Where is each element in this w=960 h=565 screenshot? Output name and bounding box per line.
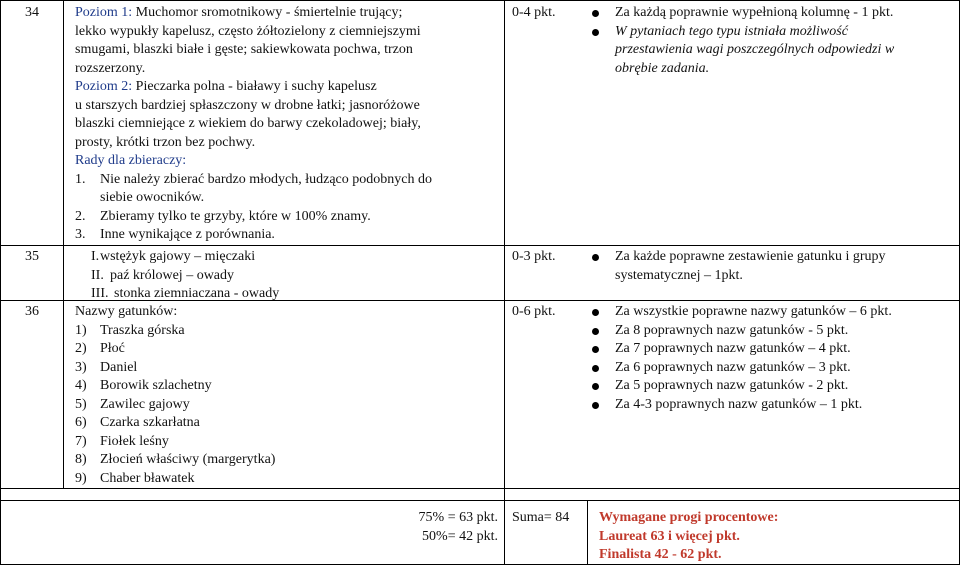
species-item: 4) Borowik szlachetny bbox=[75, 378, 212, 393]
laureat-line: Laureat 63 i więcej pkt. bbox=[599, 528, 740, 544]
level1-first-line: Poziom 1: Muchomor sromotnikowy - śmiertelnie trujący; bbox=[75, 5, 403, 20]
level2-first-line: Poziom 2: Pieczarka polna - białawy i suchy kapelusz bbox=[75, 79, 377, 94]
tip-item: 3. Inne wynikające z porównania. bbox=[75, 227, 275, 242]
species-item: 3) Daniel bbox=[75, 359, 138, 375]
criterion-item: Za każdą poprawnie wypełnioną kolumnę - 1 pkt. bbox=[577, 4, 955, 23]
species-item: 7) Fiołek leśny bbox=[75, 433, 169, 449]
row-divider-empty bbox=[0, 500, 960, 501]
criteria-cell-36 bbox=[577, 303, 955, 414]
species-item: 6) Czarka szkarłatna bbox=[75, 415, 200, 430]
row-number-34: 34 bbox=[25, 5, 39, 20]
points-36: 0-6 pkt. bbox=[512, 304, 556, 319]
criterion-item: Za 4-3 poprawnych nazw gatunków – 1 pkt. bbox=[577, 396, 955, 415]
row-number-36: 36 bbox=[25, 304, 39, 319]
level2-line: u starszych bardziej spłaszczony w drobne łatki; jasnoróżowe bbox=[75, 97, 420, 113]
group-item: I. wstężyk gajowy – mięczaki bbox=[91, 249, 256, 264]
level2-line: prosty, krótki trzon bez pochwy. bbox=[75, 134, 256, 150]
finalista-line: Finalista 42 - 62 pkt. bbox=[599, 547, 722, 562]
answer-cell-34 bbox=[75, 4, 500, 245]
group-item: III. stonka ziemniaczana - owady bbox=[91, 286, 280, 301]
level1-line: rozszerzony. bbox=[75, 60, 146, 76]
level2-line: blaszki ciemniejące z wiekiem do barwy czekoladowej; biały, bbox=[75, 116, 421, 131]
thresholds-title: Wymagane progi procentowe: bbox=[599, 510, 779, 525]
criterion-item: Za wszystkie poprawne nazwy gatunków – 6 pkt. bbox=[577, 303, 955, 322]
group-item: II. paź królowej – owady bbox=[91, 267, 235, 283]
criteria-cell-34 bbox=[577, 4, 955, 78]
species-item: 1) Traszka górska bbox=[75, 322, 185, 338]
level1-label: Poziom 1: bbox=[75, 5, 133, 20]
criterion-item: W pytaniach tego typu istniała możliwość przestawienia wagi poszczególnych odpowiedzi w obrębie zadania. bbox=[577, 23, 955, 79]
thresholds-block bbox=[599, 509, 954, 565]
level1-line: lekko wypukły kapelusz, często żółtozielony z ciemniejszymi bbox=[75, 23, 421, 39]
row-divider-36 bbox=[0, 488, 960, 489]
tip-item: 1. Nie należy zbierać bardzo młodych, łudząco podobnych do siebie owocników. bbox=[75, 171, 432, 205]
table-border-left bbox=[0, 0, 1, 565]
criterion-item: Za 7 poprawnych nazw gatunków – 4 pkt. bbox=[577, 340, 955, 359]
criterion-item: Za każde poprawne zestawienie gatunku i grupy systematycznej – 1pkt. bbox=[577, 248, 955, 285]
points-35: 0-3 pkt. bbox=[512, 249, 556, 264]
answer-cell-36 bbox=[75, 303, 500, 488]
criteria-cell-35 bbox=[577, 248, 955, 285]
row-divider-34 bbox=[0, 245, 960, 246]
tips-label: Rady dla zbieraczy: bbox=[75, 153, 187, 168]
level2-label: Poziom 2: bbox=[75, 79, 133, 94]
pct75-line: 75% = 63 pkt. bbox=[418, 510, 498, 525]
criterion-item: Za 6 poprawnych nazw gatunków – 3 pkt. bbox=[577, 359, 955, 378]
col-divider-2 bbox=[504, 0, 505, 565]
points-34: 0-4 pkt. bbox=[512, 5, 556, 20]
criterion-item: Za 8 poprawnych nazw gatunków - 5 pkt. bbox=[577, 322, 955, 341]
percent-summary bbox=[380, 509, 498, 546]
tip-item: 2. Zbieramy tylko te grzyby, które w 100% znamy. bbox=[75, 208, 371, 224]
row-number-35: 35 bbox=[25, 249, 39, 264]
total-sum: Suma= 84 bbox=[512, 510, 570, 525]
species-item: 8) Złocień właściwy (margerytka) bbox=[75, 452, 276, 467]
col-divider-3 bbox=[587, 500, 588, 565]
table-border-top bbox=[0, 0, 960, 1]
col-divider-1 bbox=[63, 0, 64, 488]
level1-line: smugami, blaszki białe i gęste; sakiewkowata pochwa, trzon bbox=[75, 42, 413, 57]
species-item: 2) Płoć bbox=[75, 341, 125, 356]
criterion-item: Za 5 poprawnych nazw gatunków - 2 pkt. bbox=[577, 377, 955, 396]
pct50-line: 50%= 42 pkt. bbox=[422, 528, 498, 544]
species-header: Nazwy gatunków: bbox=[75, 304, 178, 319]
species-item: 9) Chaber bławatek bbox=[75, 470, 195, 486]
species-item: 5) Zawilec gajowy bbox=[75, 396, 190, 412]
answer-cell-35 bbox=[75, 248, 500, 304]
